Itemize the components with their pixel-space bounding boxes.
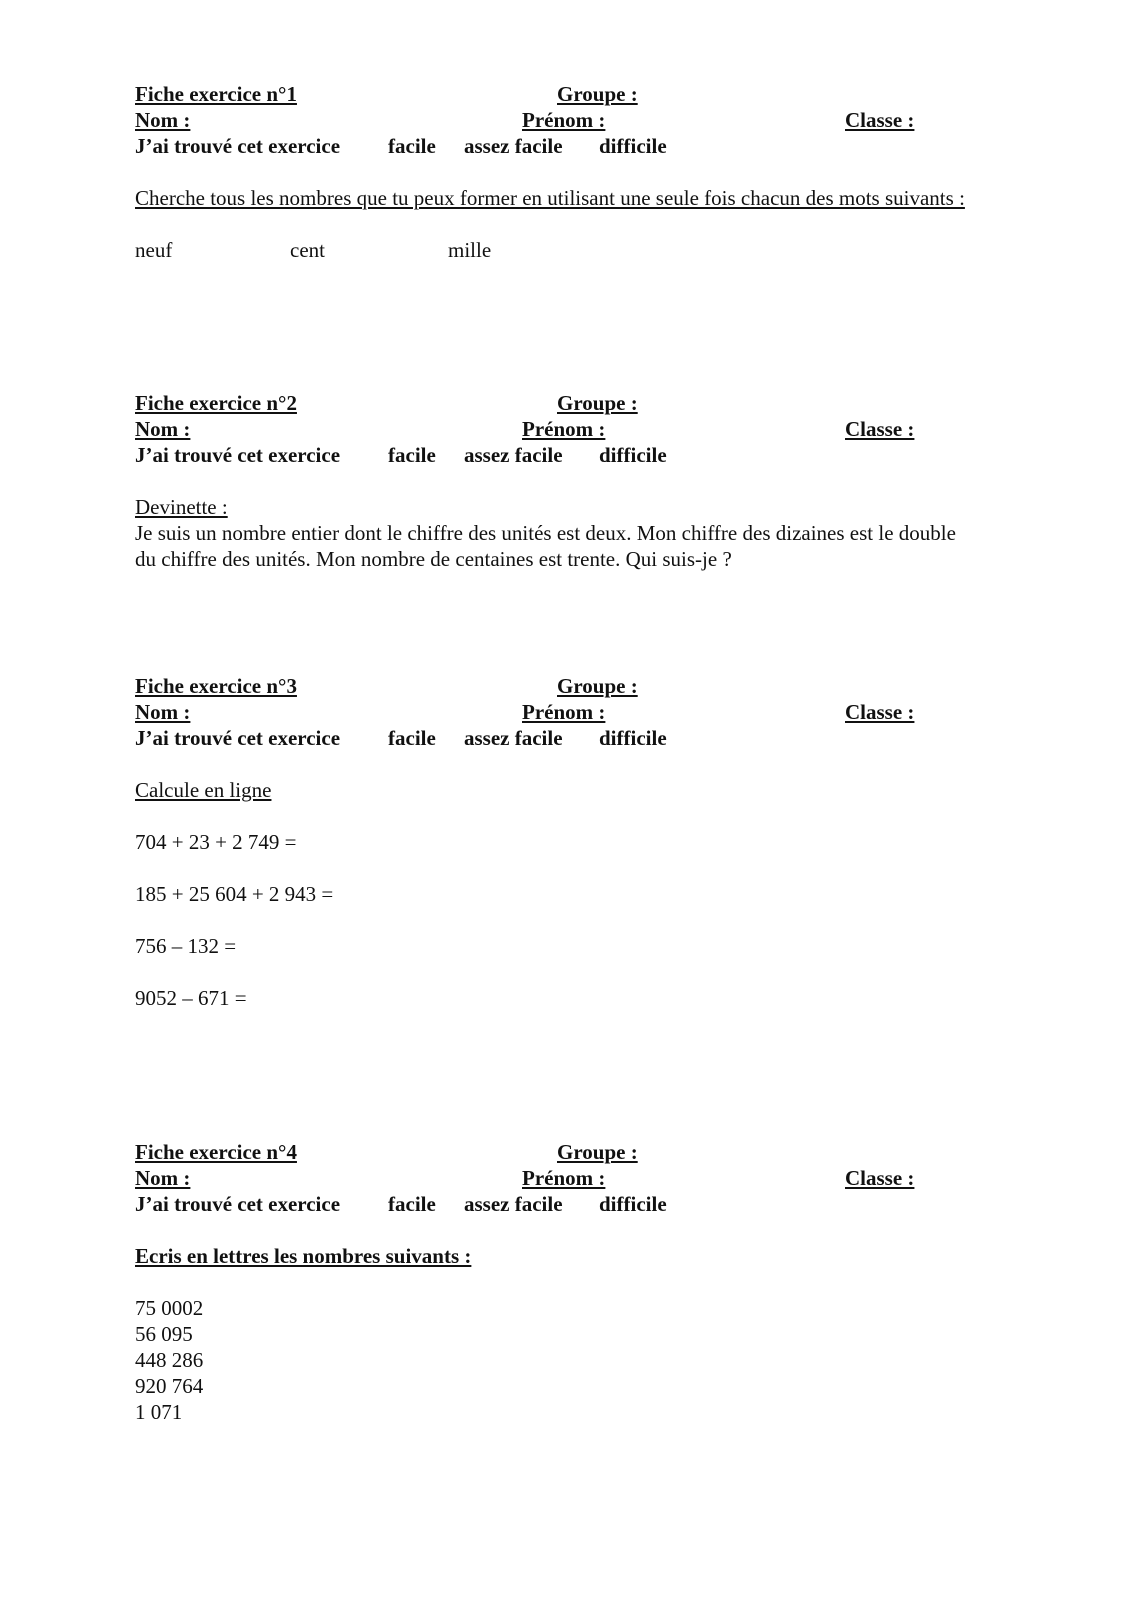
- difficulty-easy[interactable]: facile: [388, 443, 436, 467]
- difficulty-row: [135, 133, 995, 159]
- nom-label: Nom :: [135, 1166, 191, 1190]
- exercise-instruction: Devinette :: [135, 495, 228, 519]
- calculation-line: 185 + 25 604 + 2 943 =: [135, 882, 334, 906]
- groupe-label: Groupe :: [557, 82, 638, 106]
- difficulty-fairly-easy[interactable]: assez facile: [464, 726, 563, 750]
- number-item: 448 286: [135, 1348, 204, 1372]
- classe-label: Classe :: [845, 108, 915, 132]
- header-row-1: [135, 673, 995, 699]
- prenom-label: Prénom :: [522, 417, 606, 441]
- fiche-2: [135, 390, 995, 572]
- prenom-label: Prénom :: [522, 108, 606, 132]
- header-row-1: [135, 1139, 995, 1165]
- header-row-2: [135, 107, 995, 133]
- header-row-1: [135, 81, 995, 107]
- calculation-line: 9052 – 671 =: [135, 986, 247, 1010]
- difficulty-fairly-easy[interactable]: assez facile: [464, 1192, 563, 1216]
- word-item: cent: [290, 238, 325, 262]
- difficulty-prompt: J’ai trouvé cet exercice: [135, 1192, 341, 1216]
- fiche-title: Fiche exercice n°2: [135, 391, 297, 415]
- fiche-title: Fiche exercice n°4: [135, 1140, 297, 1164]
- difficulty-easy[interactable]: facile: [388, 1192, 436, 1216]
- exercise-instruction: Ecris en lettres les nombres suivants :: [135, 1244, 472, 1268]
- riddle-text: Je suis un nombre entier dont le chiffre des unités est deux. Mon chiffre des dizaines est le double du chiffre des unités. Mon nombre de centaines est trente. Qui suis-je ?: [135, 521, 956, 571]
- fiche-1: [135, 81, 995, 263]
- difficulty-fairly-easy[interactable]: assez facile: [464, 443, 563, 467]
- classe-label: Classe :: [845, 417, 915, 441]
- difficulty-hard[interactable]: difficile: [599, 726, 667, 750]
- difficulty-hard[interactable]: difficile: [599, 443, 667, 467]
- difficulty-row: [135, 725, 995, 751]
- word-list: [135, 237, 995, 263]
- fiche-title: Fiche exercice n°3: [135, 674, 297, 698]
- header-row-2: [135, 416, 995, 442]
- number-item: 1 071: [135, 1400, 183, 1424]
- classe-label: Classe :: [845, 1166, 915, 1190]
- header-row-2: [135, 1165, 995, 1191]
- exercise-instruction: Cherche tous les nombres que tu peux former en utilisant une seule fois chacun des mots suivants :: [135, 186, 965, 210]
- difficulty-easy[interactable]: facile: [388, 134, 436, 158]
- difficulty-prompt: J’ai trouvé cet exercice: [135, 443, 341, 467]
- number-item: 56 095: [135, 1322, 193, 1346]
- nom-label: Nom :: [135, 417, 191, 441]
- prenom-label: Prénom :: [522, 1166, 606, 1190]
- nom-label: Nom :: [135, 108, 191, 132]
- difficulty-hard[interactable]: difficile: [599, 134, 667, 158]
- header-row-2: [135, 699, 995, 725]
- difficulty-fairly-easy[interactable]: assez facile: [464, 134, 563, 158]
- difficulty-row: [135, 442, 995, 468]
- header-row-1: [135, 390, 995, 416]
- classe-label: Classe :: [845, 700, 915, 724]
- calculation-line: 756 – 132 =: [135, 934, 237, 958]
- prenom-label: Prénom :: [522, 700, 606, 724]
- calculation-line: 704 + 23 + 2 749 =: [135, 830, 297, 854]
- groupe-label: Groupe :: [557, 674, 638, 698]
- groupe-label: Groupe :: [557, 391, 638, 415]
- fiche-title: Fiche exercice n°1: [135, 82, 297, 106]
- word-item: neuf: [135, 238, 173, 262]
- difficulty-easy[interactable]: facile: [388, 726, 436, 750]
- difficulty-prompt: J’ai trouvé cet exercice: [135, 134, 341, 158]
- difficulty-prompt: J’ai trouvé cet exercice: [135, 726, 341, 750]
- difficulty-hard[interactable]: difficile: [599, 1192, 667, 1216]
- exercise-instruction: Calcule en ligne: [135, 778, 272, 802]
- number-item: 920 764: [135, 1374, 204, 1398]
- word-item: mille: [448, 238, 492, 262]
- fiche-4: [135, 1139, 995, 1425]
- groupe-label: Groupe :: [557, 1140, 638, 1164]
- fiche-3: [135, 673, 995, 1011]
- number-item: 75 0002: [135, 1296, 204, 1320]
- difficulty-row: [135, 1191, 995, 1217]
- nom-label: Nom :: [135, 700, 191, 724]
